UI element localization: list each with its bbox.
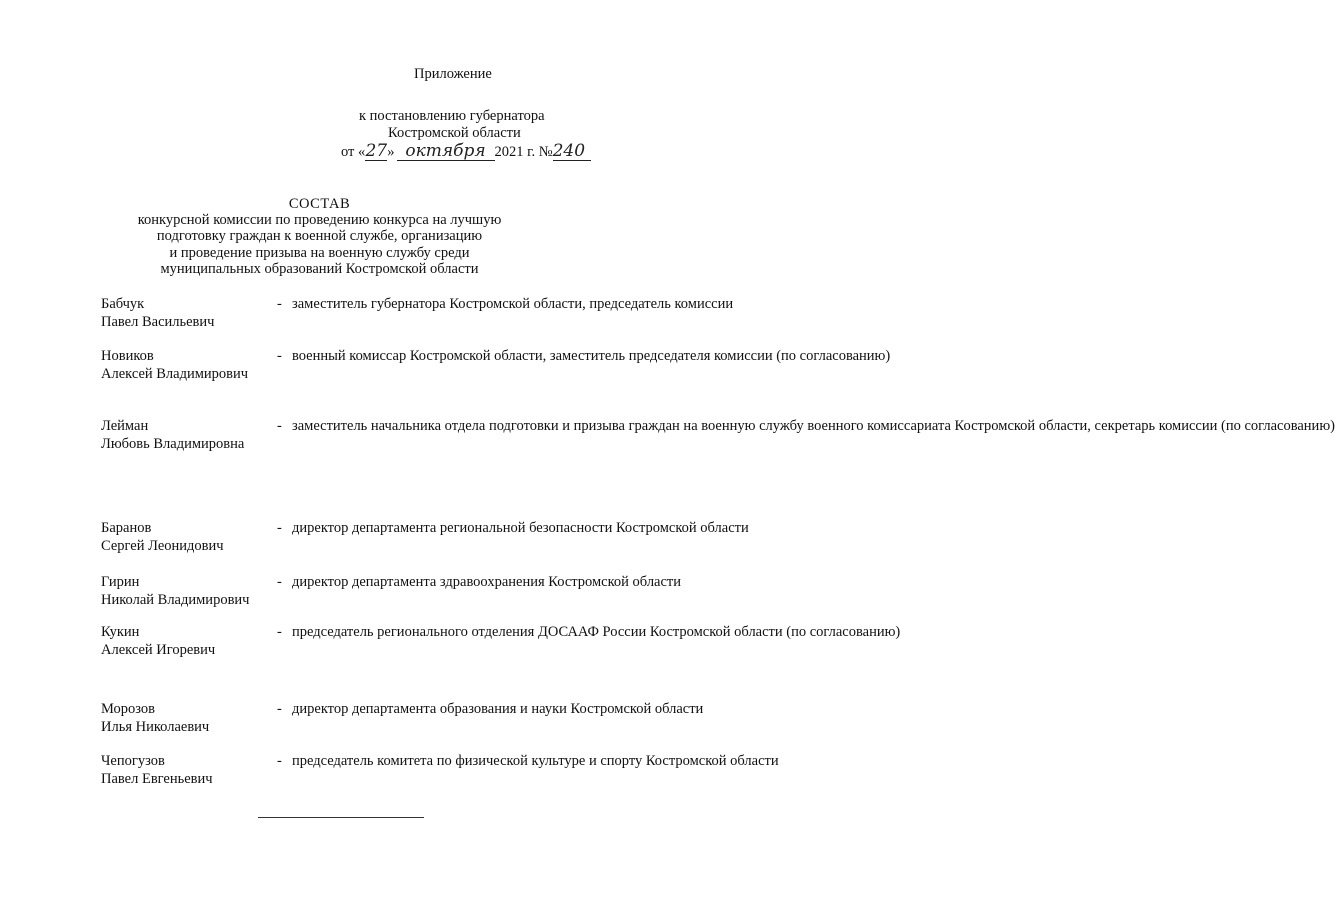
member-given-names: Любовь Владимировна — [101, 435, 245, 452]
member-given-names: Алексей Владимирович — [101, 365, 249, 382]
date-prefix: от « — [341, 144, 366, 160]
date-close: » — [387, 144, 395, 160]
appendix-label: Приложение — [414, 66, 492, 82]
member-given-names: Сергей Леонидович — [101, 537, 224, 554]
member-role: директор департамента здравоохранения Костромской области — [292, 574, 682, 590]
document-subtitle-line-4: муниципальных образований Костромской области — [160, 261, 479, 277]
document-heading: СОСТАВ — [288, 196, 351, 212]
member-name — [101, 520, 271, 555]
member-name — [101, 753, 271, 788]
member-surname: Гирин — [101, 574, 140, 590]
member-name — [101, 418, 271, 453]
year-and-number-label: 2021 г. № — [494, 144, 553, 160]
member-dash: - — [277, 753, 282, 769]
member-given-names: Николай Владимирович — [101, 591, 250, 608]
member-dash: - — [277, 520, 282, 536]
decree-date-line — [341, 143, 591, 161]
document-subtitle-line-1: конкурсной комиссии по проведению конкурса на лучшую — [137, 212, 502, 228]
member-surname: Бабчук — [101, 296, 145, 312]
member-name — [101, 348, 271, 383]
member-dash: - — [277, 296, 282, 312]
member-role: военный комиссар Костромской области, заместитель председателя комиссии (по согласованию) — [292, 348, 891, 364]
member-surname: Кукин — [101, 624, 140, 640]
member-name — [101, 624, 271, 659]
document-subtitle-line-2: подготовку граждан к военной службе, организацию — [156, 228, 483, 244]
handwritten-day: 27 — [365, 141, 388, 161]
member-dash: - — [277, 574, 282, 590]
member-given-names: Илья Николаевич — [101, 718, 210, 735]
member-surname: Лейман — [101, 418, 149, 434]
handwritten-decree-number: 240 — [553, 143, 591, 161]
member-role: директор департамента образования и науки Костромской области — [292, 701, 704, 717]
member-dash: - — [277, 348, 282, 364]
member-dash: - — [277, 624, 282, 640]
handwritten-month: октября — [397, 143, 495, 161]
region-label: Костромской области — [388, 125, 521, 141]
member-name — [101, 296, 271, 331]
member-role: председатель регионального отделения ДОСААФ России Костромской области (по согласованию) — [292, 624, 901, 640]
end-divider-line — [258, 817, 424, 818]
member-role: заместитель начальника отдела подготовки и призыва граждан на военную службу военного комиссариата Костромской области, секретарь комиссии (по согласованию) — [292, 418, 1335, 434]
member-surname: Морозов — [101, 701, 156, 717]
decree-reference: к постановлению губернатора — [359, 108, 545, 124]
member-name — [101, 701, 271, 736]
document-subtitle-line-3: и проведение призыва на военную службу среди — [169, 245, 470, 261]
member-given-names: Алексей Игоревич — [101, 641, 216, 658]
member-role: директор департамента региональной безопасности Костромской области — [292, 520, 749, 536]
member-role: заместитель губернатора Костромской области, председатель комиссии — [292, 296, 734, 312]
member-surname: Новиков — [101, 348, 154, 364]
member-given-names: Павел Евгеньевич — [101, 770, 213, 787]
member-name — [101, 574, 271, 609]
member-surname: Баранов — [101, 520, 152, 536]
member-given-names: Павел Васильевич — [101, 313, 215, 330]
member-dash: - — [277, 701, 282, 717]
member-dash: - — [277, 418, 282, 434]
member-role: председатель комитета по физической культуре и спорту Костромской области — [292, 753, 779, 769]
member-surname: Чепогузов — [101, 753, 165, 769]
